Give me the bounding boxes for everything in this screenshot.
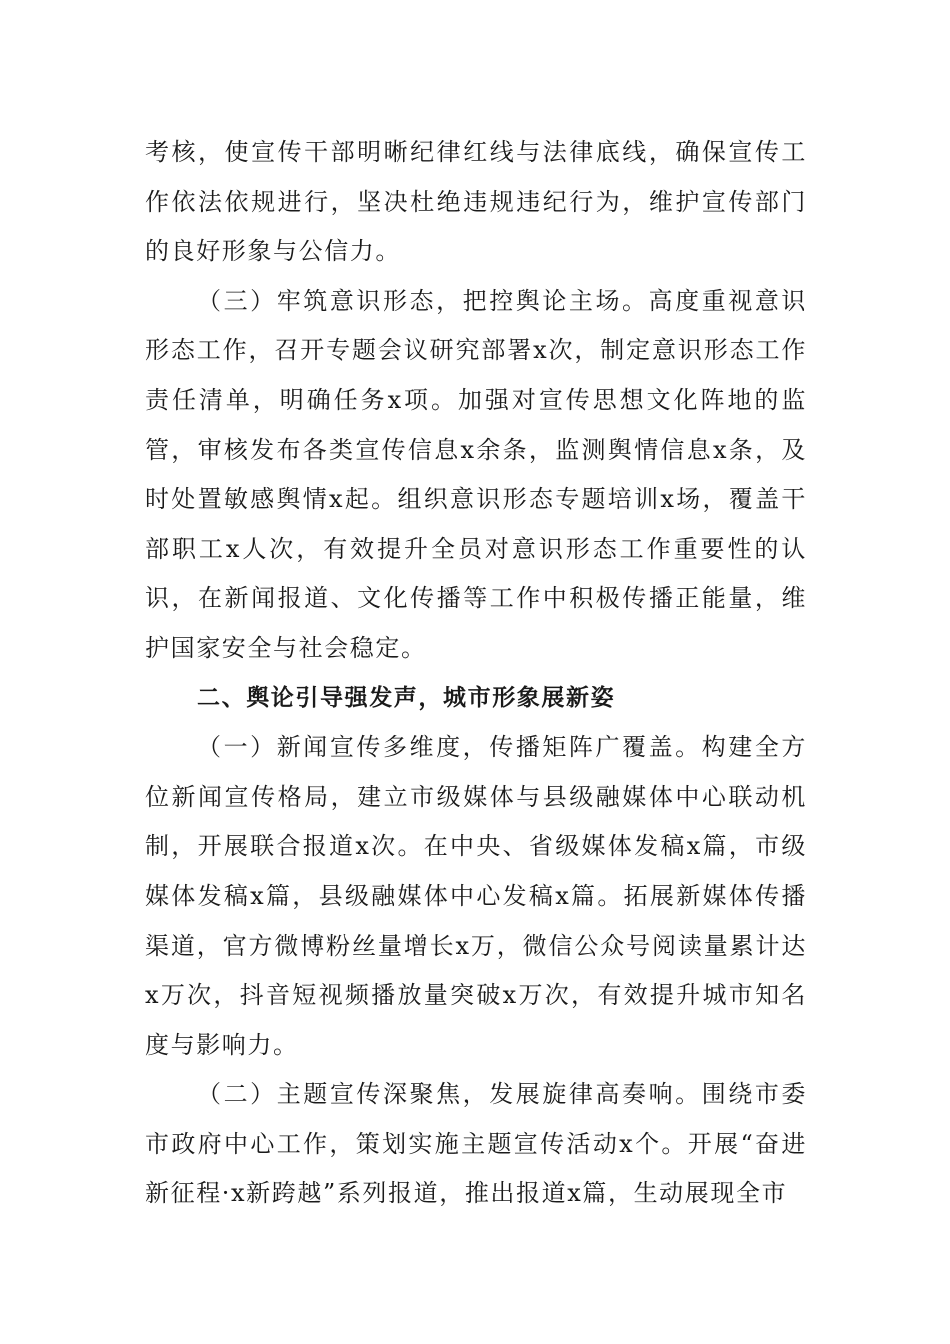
paragraph-ideology: （三）牢筑意识形态，把控舆论主场。高度重视意识形态工作，召开专题会议研究部署x次，制定意识形态工作责任清单，明确任务x项。加强对宣传思想文化阵地的监管，审核发布各类宣传信息x余条，监测舆情信息x条，及时处置敏感舆情x起。组织意识形态专题培训x场，覆盖干部职工x人次，有效提升全员对意识形态工作重要性的认识，在新闻报道、文化传播等工作中积极传播正能量，维护国家安全与社会稳定。 (145, 286, 807, 662)
paragraph-theme-publicity: （二）主题宣传深聚焦，发展旋律高奏响。围绕市委市政府中心工作，策划实施主题宣传活动x个。开展“奋进新征程·x新跨越”系列报道，推出报道x篇，生动展现全市 (145, 1080, 807, 1208)
paragraph-news-publicity: （一）新闻宣传多维度，传播矩阵广覆盖。构建全方位新闻宣传格局，建立市级媒体与县级融媒体中心联动机制，开展联合报道x次。在中央、省级媒体发稿x篇，市级媒体发稿x篇，县级融媒体中心发稿x篇。拓展新媒体传播渠道，官方微博粉丝量增长x万，微信公众号阅读量累计达x万次，抖音短视频播放量突破x万次，有效提升城市知名度与影响力。 (145, 733, 807, 1059)
paragraph-continuation: 考核，使宣传干部明晰纪律红线与法律底线，确保宣传工作依法依规进行，坚决杜绝违规违纪行为，维护宣传部门的良好形象与公信力。 (145, 138, 807, 266)
section-heading: 二、舆论引导强发声，城市形象展新姿 (197, 684, 616, 711)
document-body (145, 128, 807, 1219)
